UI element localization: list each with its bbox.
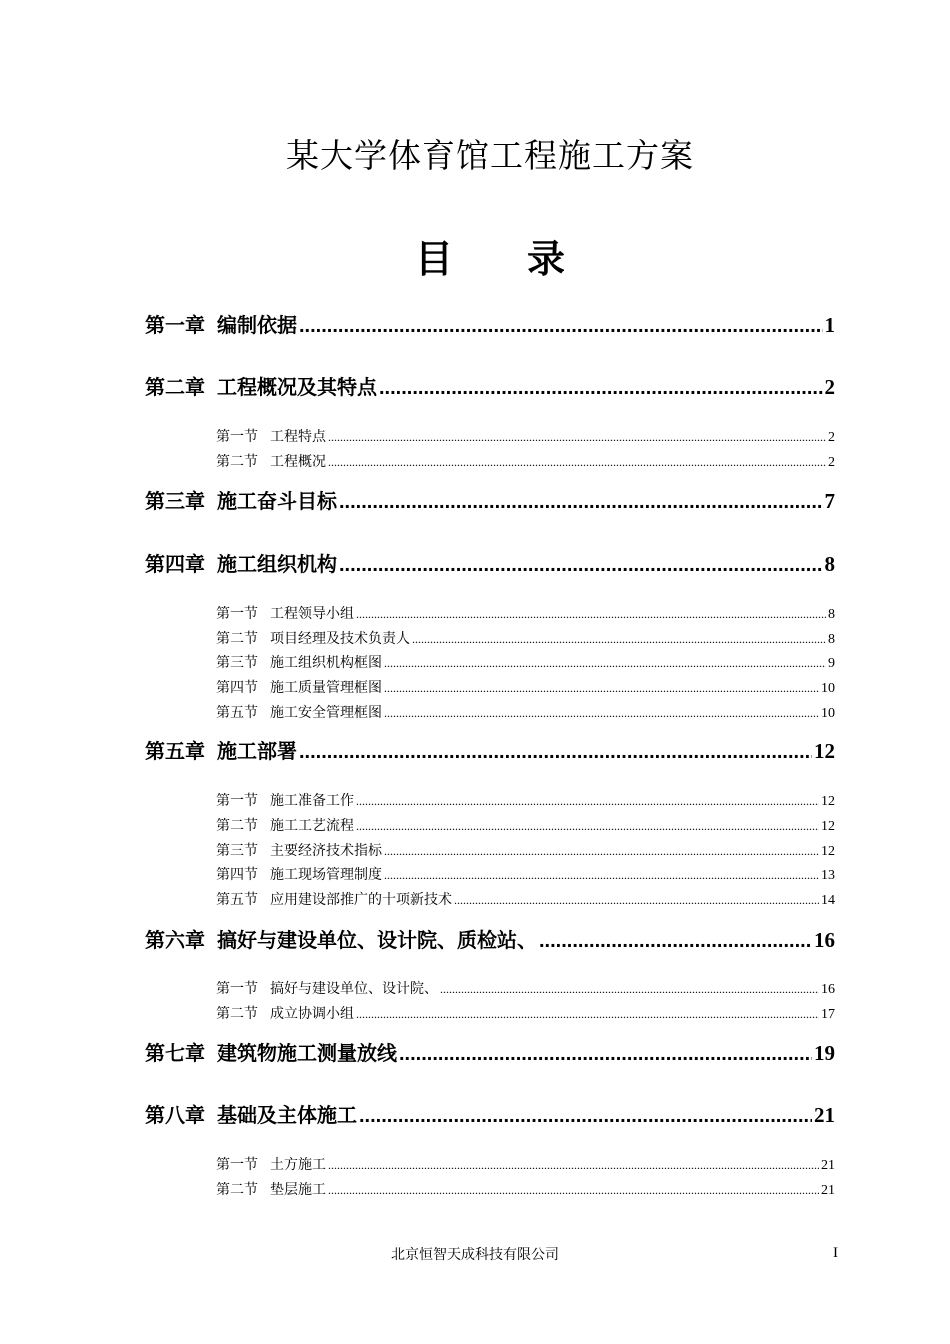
toc-entry-number: 第三节: [216, 655, 258, 671]
dot-leader: [359, 1105, 812, 1128]
toc-entry-title: 项目经理及技术负责人: [270, 631, 410, 647]
toc-entry-number: 第五节: [216, 892, 258, 908]
toc-entry-title: 工程概况及其特点: [217, 375, 377, 399]
toc-chapter-entry[interactable]: [145, 548, 835, 577]
toc-entry-page: 2: [828, 455, 835, 470]
dot-leader: [539, 930, 812, 953]
toc-entry-number: 第一节: [216, 429, 258, 445]
toc-entry-number: 第一节: [216, 606, 258, 622]
toc-entry-page: 9: [828, 656, 835, 671]
toc-entry-page: 12: [821, 794, 835, 809]
toc-section-entry[interactable]: [216, 840, 835, 860]
toc-section-entry[interactable]: [216, 815, 835, 835]
toc-entry-page: 10: [821, 681, 835, 696]
toc-section-entry[interactable]: [216, 702, 835, 722]
toc-entry-page: 17: [821, 1007, 835, 1022]
toc-entry-number: 第四章: [145, 552, 205, 576]
toc-entry-page: 21: [821, 1158, 835, 1173]
dot-leader: [356, 1007, 819, 1022]
toc-entry-title: 成立协调小组: [270, 1006, 354, 1022]
toc-entry-page: 13: [821, 868, 835, 883]
toc-entry-number: 第六章: [145, 928, 205, 952]
dot-leader: [412, 632, 826, 647]
toc-entry-title: 施工准备工作: [270, 793, 354, 809]
toc-entry-title: 施工现场管理制度: [270, 867, 382, 883]
toc-entry-page: 16: [821, 982, 835, 997]
toc-entry-title: 施工奋斗目标: [217, 489, 337, 513]
footer-page-number: I: [833, 1245, 838, 1261]
toc-entry-title: 垫层施工: [270, 1182, 326, 1198]
toc-entry-page: 12: [814, 739, 835, 763]
document-title: 某大学体育馆工程施工方案: [286, 136, 694, 175]
toc-entry-number: 第一节: [216, 981, 258, 997]
toc-entry-page: 2: [828, 430, 835, 445]
toc-entry-page: 8: [828, 607, 835, 622]
toc-entry-title: 施工安全管理框图: [270, 705, 382, 721]
toc-entry-page: 12: [821, 844, 835, 859]
toc-entry-number: 第一节: [216, 793, 258, 809]
toc-section-entry[interactable]: [216, 426, 835, 446]
toc-entry-page: 7: [824, 489, 835, 513]
toc-chapter-entry[interactable]: [145, 371, 835, 400]
toc-entry-page: 2: [824, 375, 835, 399]
toc-section-entry[interactable]: [216, 978, 835, 998]
toc-entry-page: 21: [814, 1103, 835, 1127]
toc-entry-number: 第二节: [216, 1182, 258, 1198]
toc-section-entry[interactable]: [216, 1179, 835, 1199]
toc-section-entry[interactable]: [216, 628, 835, 648]
toc-entry-page: 8: [828, 632, 835, 647]
dot-leader: [440, 982, 819, 997]
toc-chapter-entry[interactable]: [145, 1099, 835, 1128]
dot-leader: [384, 656, 826, 671]
toc-entry-number: 第二节: [216, 818, 258, 834]
toc-entry-title: 工程特点: [270, 429, 326, 445]
toc-entry-number: 第一章: [145, 313, 205, 337]
toc-entry-title: 建筑物施工测量放线: [217, 1041, 397, 1065]
toc-entry-number: 第一节: [216, 1157, 258, 1173]
footer-company-name: 北京恒智天成科技有限公司: [391, 1247, 559, 1263]
toc-entry-number: 第二章: [145, 375, 205, 399]
toc-entry-number: 第四节: [216, 680, 258, 696]
toc-chapter-entry[interactable]: [145, 735, 835, 764]
toc-entry-page: 16: [814, 928, 835, 952]
toc-entry-number: 第七章: [145, 1041, 205, 1065]
dot-leader: [328, 455, 826, 470]
toc-chapter-entry[interactable]: [145, 485, 835, 514]
toc-entry-title: 编制依据: [217, 313, 297, 337]
dot-leader: [384, 868, 819, 883]
toc-entry-title: 施工部署: [217, 739, 297, 763]
dot-leader: [299, 741, 812, 764]
toc-entry-page: 14: [821, 893, 835, 908]
toc-entry-title: 应用建设部推广的十项新技术: [270, 892, 452, 908]
toc-entry-title: 工程领导小组: [270, 606, 354, 622]
toc-entry-title: 施工组织机构: [217, 552, 337, 576]
toc-chapter-entry[interactable]: [145, 1037, 835, 1066]
toc-entry-number: 第八章: [145, 1103, 205, 1127]
dot-leader: [328, 430, 826, 445]
toc-section-entry[interactable]: [216, 603, 835, 623]
toc-section-entry[interactable]: [216, 451, 835, 471]
toc-entry-page: 1: [824, 313, 835, 337]
toc-entry-title: 土方施工: [270, 1157, 326, 1173]
dot-leader: [399, 1043, 812, 1066]
toc-chapter-entry[interactable]: [145, 309, 835, 338]
toc-entry-number: 第四节: [216, 867, 258, 883]
toc-entry-title: 基础及主体施工: [217, 1103, 357, 1127]
dot-leader: [379, 377, 823, 400]
toc-heading: [0, 228, 950, 283]
toc-entry-number: 第三章: [145, 489, 205, 513]
dot-leader: [384, 706, 819, 721]
dot-leader: [299, 315, 823, 338]
dot-leader: [328, 1183, 819, 1198]
toc-entry-page: 19: [814, 1041, 835, 1065]
toc-entry-page: 12: [821, 819, 835, 834]
toc-entry-title: 施工工艺流程: [270, 818, 354, 834]
toc-chapter-entry[interactable]: [145, 924, 835, 953]
toc-entry-number: 第二节: [216, 454, 258, 470]
toc-entry-page: 10: [821, 706, 835, 721]
toc-section-entry[interactable]: [216, 790, 835, 810]
dot-leader: [339, 491, 823, 514]
toc-section-entry[interactable]: [216, 652, 835, 672]
dot-leader: [328, 1158, 819, 1173]
toc-section-entry[interactable]: [216, 1003, 835, 1023]
toc-entry-number: 第三节: [216, 843, 258, 859]
toc-entry-title: 施工质量管理框图: [270, 680, 382, 696]
dot-leader: [356, 819, 819, 834]
toc-heading-char-1: 目: [414, 237, 453, 281]
dot-leader: [384, 681, 819, 696]
dot-leader: [339, 554, 823, 577]
toc-section-entry[interactable]: [216, 677, 835, 697]
toc-entry-title: 搞好与建设单位、设计院、: [270, 981, 438, 997]
toc-entry-number: 第五章: [145, 739, 205, 763]
toc-entry-number: 第二节: [216, 1006, 258, 1022]
dot-leader: [356, 607, 826, 622]
dot-leader: [454, 893, 819, 908]
toc-entry-number: 第五节: [216, 705, 258, 721]
dot-leader: [356, 794, 819, 809]
toc-entry-title: 主要经济技术指标: [270, 843, 382, 859]
toc-entry-number: 第二节: [216, 631, 258, 647]
toc-entry-title: 施工组织机构框图: [270, 655, 382, 671]
toc-section-entry[interactable]: [216, 1154, 835, 1174]
toc-entry-title: 搞好与建设单位、设计院、质检站、: [217, 928, 537, 952]
toc-entry-title: 工程概况: [270, 454, 326, 470]
toc-heading-char-2: 录: [527, 237, 566, 281]
dot-leader: [384, 844, 819, 859]
toc-entry-page: 8: [824, 552, 835, 576]
toc-section-entry[interactable]: [216, 864, 835, 884]
toc-entry-page: 21: [821, 1183, 835, 1198]
toc-section-entry[interactable]: [216, 889, 835, 909]
